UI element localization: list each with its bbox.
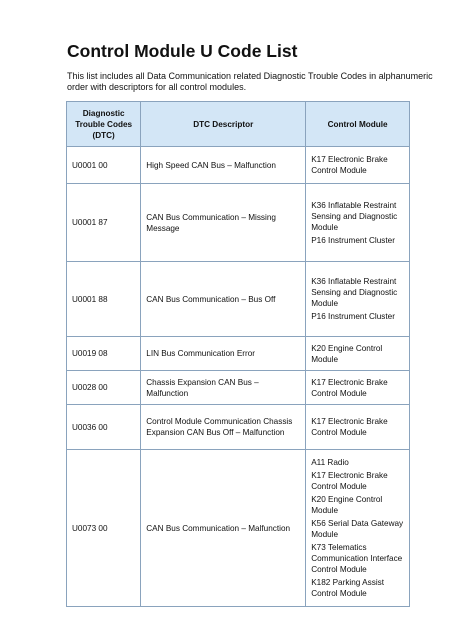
table-row bbox=[67, 405, 410, 450]
control-module-item: K182 Parking Assist Control Module bbox=[311, 578, 385, 598]
table-body bbox=[67, 147, 410, 607]
table-row bbox=[67, 371, 410, 405]
dtc-code: U0036 00 bbox=[67, 405, 141, 450]
dtc-table bbox=[66, 101, 410, 607]
dtc-descriptor: CAN Bus Communication – Malfunction bbox=[141, 450, 306, 607]
control-module-item: K73 Telematics Communication Interface Control Module bbox=[311, 543, 403, 574]
header-dtc: Diagnostic Trouble Codes (DTC) bbox=[67, 102, 141, 147]
dtc-code: U0001 87 bbox=[67, 184, 141, 262]
control-module-item: P16 Instrument Cluster bbox=[311, 312, 395, 321]
dtc-descriptor: LIN Bus Communication Error bbox=[141, 337, 306, 371]
dtc-descriptor: Chassis Expansion CAN Bus – Malfunction bbox=[141, 371, 306, 405]
control-module-item: K17 Electronic Brake Control Module bbox=[311, 155, 388, 175]
control-module-item: K56 Serial Data Gateway Module bbox=[311, 519, 404, 539]
control-module-cell bbox=[306, 405, 410, 450]
header-control-module: Control Module bbox=[306, 102, 410, 147]
intro-paragraph: This list includes all Data Communication related Diagnostic Trouble Codes in alphanumeric order with descriptors for all control modules. bbox=[67, 71, 433, 92]
dtc-code: U0028 00 bbox=[67, 371, 141, 405]
table-header-row bbox=[67, 102, 410, 147]
control-module-cell bbox=[306, 147, 410, 184]
header-descriptor: DTC Descriptor bbox=[141, 102, 306, 147]
control-module-cell bbox=[306, 371, 410, 405]
control-module-item: K17 Electronic Brake Control Module bbox=[311, 417, 388, 437]
control-module-cell bbox=[306, 450, 410, 607]
table-row bbox=[67, 450, 410, 607]
dtc-code: U0001 00 bbox=[67, 147, 141, 184]
control-module-item: K36 Inflatable Restraint Sensing and Diagnostic Module bbox=[311, 277, 398, 308]
control-module-item: P16 Instrument Cluster bbox=[311, 235, 395, 245]
table-row bbox=[67, 262, 410, 337]
control-module-item: K36 Inflatable Restraint Sensing and Diagnostic Module bbox=[311, 200, 398, 232]
control-module-item: K20 Engine Control Module bbox=[311, 495, 383, 515]
table-row bbox=[67, 147, 410, 184]
dtc-code: U0019 08 bbox=[67, 337, 141, 371]
control-module-cell bbox=[306, 337, 410, 371]
control-module-cell bbox=[306, 262, 410, 337]
table-row bbox=[67, 184, 410, 262]
dtc-descriptor: CAN Bus Communication – Missing Message bbox=[141, 184, 306, 262]
dtc-descriptor: High Speed CAN Bus – Malfunction bbox=[141, 147, 306, 184]
control-module-item: K17 Electronic Brake Control Module bbox=[311, 377, 388, 398]
dtc-code: U0001 88 bbox=[67, 262, 141, 337]
dtc-descriptor: Control Module Communication Chassis Expansion CAN Bus Off – Malfunction bbox=[141, 405, 306, 450]
table-row bbox=[67, 337, 410, 371]
control-module-item: K20 Engine Control Module bbox=[311, 343, 383, 364]
control-module-cell bbox=[306, 184, 410, 262]
control-module-item: A11 Radio bbox=[311, 458, 349, 467]
control-module-item: K17 Electronic Brake Control Module bbox=[311, 471, 388, 491]
dtc-code: U0073 00 bbox=[67, 450, 141, 607]
dtc-descriptor: CAN Bus Communication – Bus Off bbox=[141, 262, 306, 337]
page-title: Control Module U Code List bbox=[67, 41, 298, 61]
